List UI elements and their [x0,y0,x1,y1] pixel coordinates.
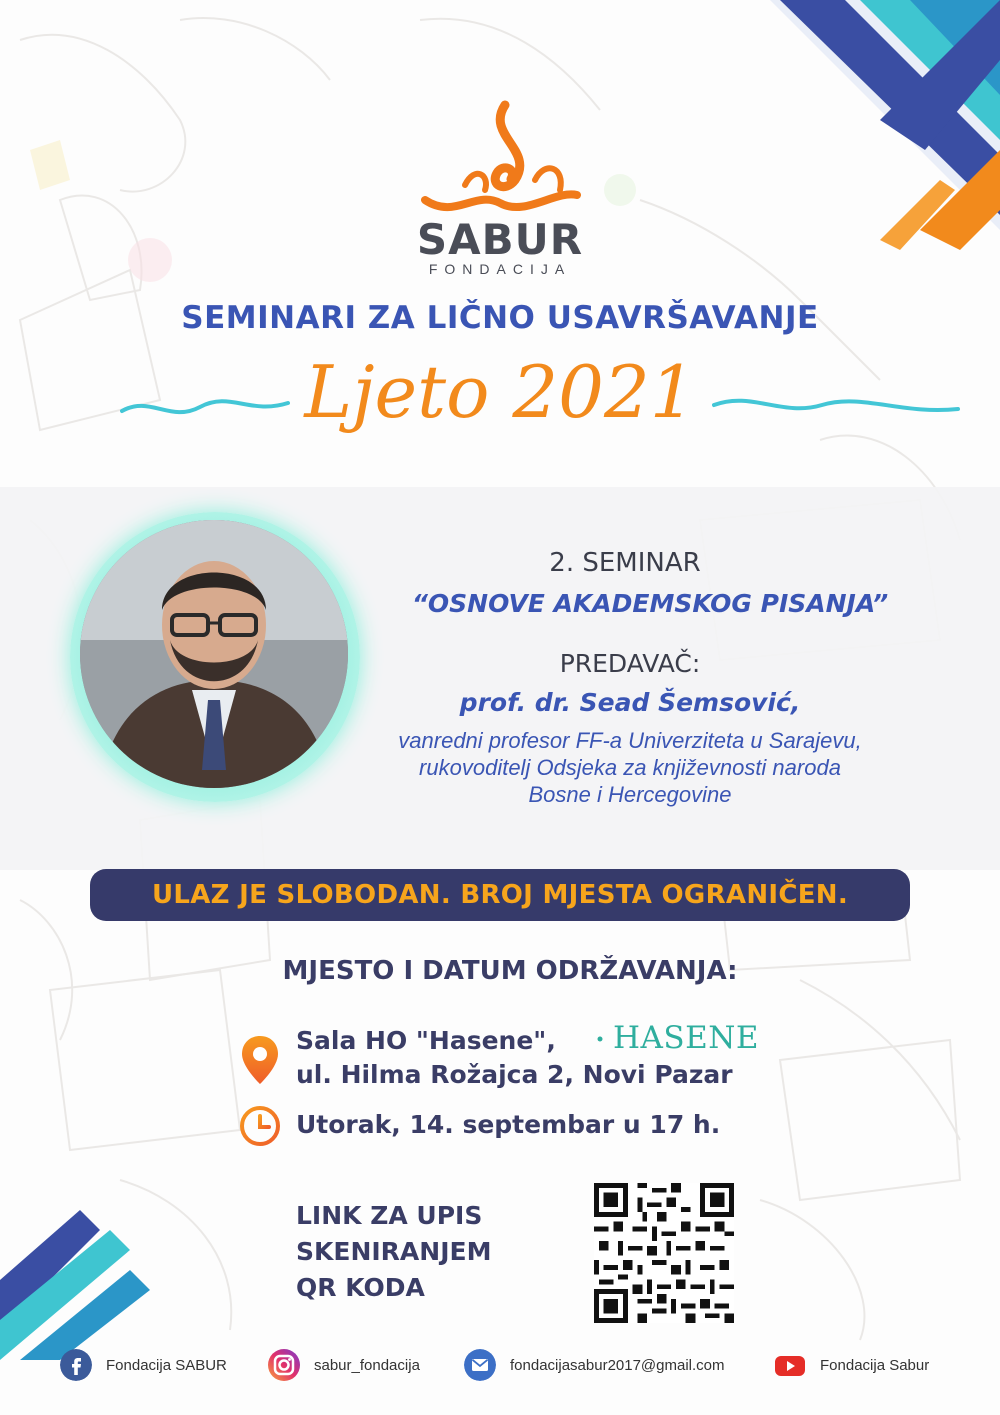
email-icon [464,1349,496,1381]
registration-line-3: QR KODA [296,1273,425,1302]
registration-text [296,1198,566,1306]
lecturer-name: prof. dr. Sead Šemsović, [459,688,801,717]
instagram-icon [268,1349,300,1381]
corner-ribbon-decoration [580,0,1000,260]
facebook-icon [60,1349,92,1381]
facebook-link-label: Fondacija SABUR [106,1357,227,1374]
season-title: Ljeto 2021 [304,350,696,434]
hasene-wordmark: HASENE [613,1020,760,1056]
logo-subtitle: FONDACIJA [428,261,572,277]
youtube-link[interactable] [774,1345,964,1385]
event-datetime: Utorak, 14. septembar u 17 h. [296,1110,721,1139]
sabur-flame-logo-icon [405,95,595,220]
corner-ribbon-decoration-bottom [0,1210,150,1360]
logo-wordmark: SABUR [416,215,584,264]
lecturer-label: PREDAVAČ: [559,649,701,678]
lecturer-photo [80,520,348,788]
registration-line-2: SKENIRANJEM [296,1237,492,1266]
wave-divider-right [712,385,962,425]
location-pin-icon [240,1034,280,1086]
youtube-icon [774,1349,806,1381]
venue-address: ul. Hilma Rožajca 2, Novi Pazar [296,1060,733,1089]
venue-heading: MJESTO I DATUM ODRŽAVANJA: [282,956,738,986]
page-headline: SEMINARI ZA LIČNO USAVRŠAVANJE [181,300,819,336]
lecturer-description-line-3: Bosne i Hercegovine [528,782,732,807]
lecturer-description [320,727,940,808]
sabur-logo [405,95,595,285]
email-link-label: fondacijasabur2017@gmail.com [510,1357,725,1374]
youtube-link-label: Fondacija Sabur [820,1357,930,1374]
clock-icon [238,1104,282,1148]
seminar-title: “OSNOVE AKADEMSKOG PISANJA” [411,589,889,618]
footer-social-links [0,1345,1000,1395]
lecturer-description-line-2: rukovoditelj Odsjeka za književnosti naroda [419,755,841,780]
registration-qr-code[interactable] [594,1183,734,1323]
instagram-link[interactable] [268,1345,448,1385]
registration-line-1: LINK ZA UPIS [296,1201,483,1230]
instagram-link-label: sabur_fondacija [314,1357,420,1374]
crescent-star-icon [583,1024,611,1054]
lecturer-portrait-image [80,520,348,788]
lecturer-description-line-1: vanredni profesor FF-a Univerziteta u Sarajevu, [398,728,862,753]
free-entry-banner: ULAZ JE SLOBODAN. BROJ MJESTA OGRANIČEN. [90,869,910,921]
venue-hall: Sala HO "Hasene", [296,1026,556,1055]
facebook-link[interactable] [60,1345,260,1385]
seminar-number: 2. SEMINAR [549,548,701,578]
email-link[interactable] [464,1345,764,1385]
hasene-logo [583,1018,763,1058]
